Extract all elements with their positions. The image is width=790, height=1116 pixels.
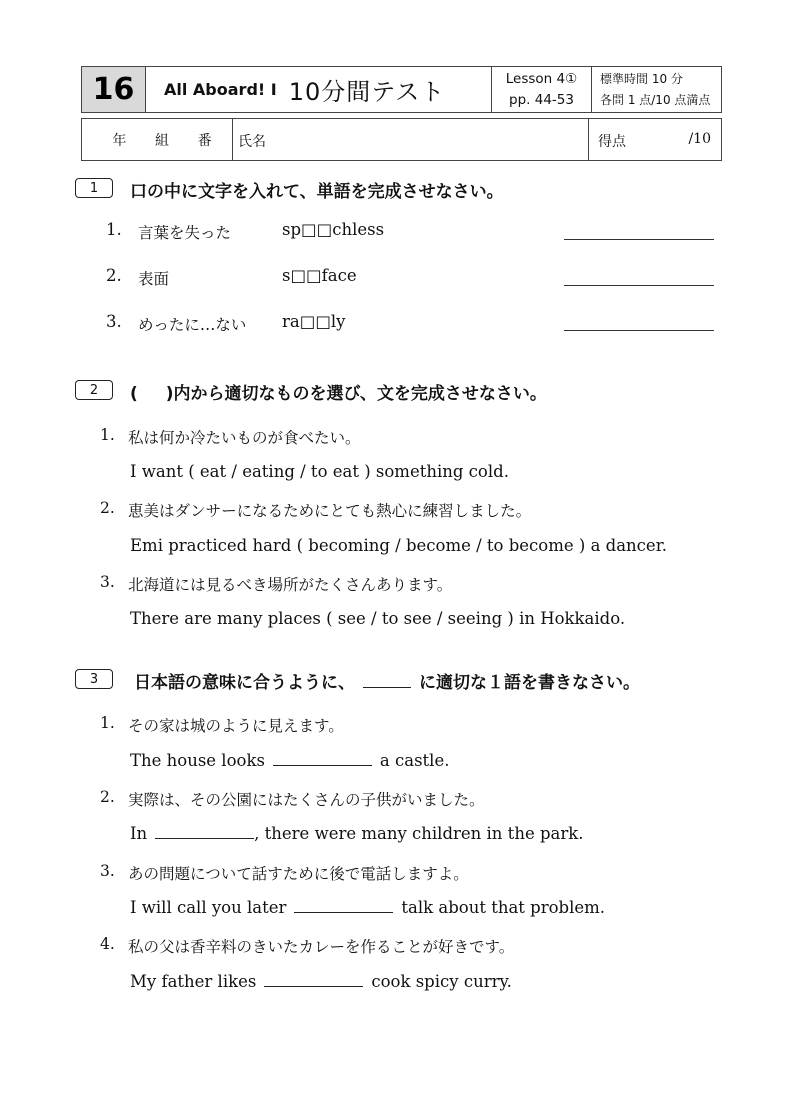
score-label: 得点: [598, 134, 626, 150]
section-3-badge: [75, 669, 113, 689]
s3-item-1-blank[interactable]: [273, 751, 372, 766]
s2-item-3-english: There are many places ( see / to see / seeing ) in Hokkaido.: [130, 609, 626, 628]
s3-item-2-blank[interactable]: [155, 824, 254, 839]
section-2-instruction-text: )内から適切なものを選び、文を完成させなさい。: [165, 384, 547, 404]
s3-item-3-japanese: あの問題について話すために後で電話しますよ。: [128, 865, 469, 883]
lesson-cell: [492, 67, 592, 112]
s2-item-3-japanese: 北海道には見るべき場所がたくさんあります。: [128, 576, 453, 594]
s3-item-2-japanese: 実際は、その公園にはたくさんの子供がいました。: [128, 791, 485, 809]
s1-item-1-japanese: 言葉を失った: [138, 224, 232, 242]
score-field[interactable]: [589, 119, 721, 160]
s2-item-1-japanese: 私は何か冷たいものが食べたい。: [128, 429, 361, 447]
s3-item-2-num: 2.: [100, 788, 115, 806]
s3-item-1-english-post: a castle.: [379, 751, 450, 770]
section-2-paren: (: [130, 384, 138, 404]
s2-item-1-english: I want ( eat / eating / to eat ) something cold.: [130, 462, 509, 481]
s2-item-2-num: 2.: [100, 499, 115, 517]
s3-item-3-blank[interactable]: [294, 898, 393, 913]
section-3-instruction-post: に適切な１語を書きなさい。: [419, 673, 640, 693]
s3-item-2-english: [130, 824, 583, 843]
scoring-info: 各問 1 点/10 点満点: [600, 92, 711, 107]
s2-item-3-num: 3.: [100, 573, 115, 591]
s1-item-2-puzzle: s□□face: [282, 266, 357, 285]
s3-item-4-english-post: cook spicy curry.: [371, 972, 512, 991]
info-cell: [592, 67, 721, 112]
section-3-instruction: [134, 668, 640, 693]
s1-item-2-japanese: 表面: [138, 270, 170, 288]
s3-item-2-english-post: , there were many children in the park.: [254, 824, 584, 843]
s3-item-1-english: [130, 751, 449, 770]
s2-item-2-japanese: 恵美はダンサーになるためにとても熱心に練習しました。: [128, 502, 532, 520]
class-label: 組: [154, 132, 169, 149]
lesson-label: Lesson 4①: [505, 70, 578, 87]
s3-item-3-num: 3.: [100, 862, 115, 880]
s1-item-3-japanese: めったに…ない: [138, 316, 247, 334]
s3-item-4-num: 4.: [100, 935, 115, 953]
section-3-number: 3: [89, 671, 99, 687]
s1-item-2-num: 2.: [106, 266, 122, 285]
s3-item-1-japanese: その家は城のように見えます。: [128, 717, 344, 735]
section-2-badge: [75, 380, 113, 400]
s1-item-3-puzzle: ra□□ly: [282, 312, 346, 331]
section-1-badge: [75, 178, 113, 198]
s2-item-1-num: 1.: [100, 426, 115, 444]
s3-item-1-num: 1.: [100, 714, 115, 732]
s1-item-1-answer-line[interactable]: [564, 239, 714, 240]
section-3-instruction-pre: 日本語の意味に合うように、: [134, 673, 355, 693]
section-2-instruction: [130, 379, 547, 404]
s3-item-4-blank[interactable]: [264, 972, 363, 987]
lesson-pages: pp. 44-53: [509, 91, 574, 108]
student-info-row: [81, 118, 722, 161]
score-max: /10: [688, 131, 711, 147]
s1-item-1-puzzle: sp□□chless: [282, 220, 385, 239]
standard-time: 標準時間 10 分: [600, 71, 683, 86]
s3-item-3-english-post: talk about that problem.: [401, 898, 606, 917]
s3-item-3-english: [130, 898, 605, 917]
number-label: 番: [197, 132, 212, 149]
s3-item-4-english: [130, 972, 512, 991]
test-header: [81, 66, 722, 113]
test-title: 10分間テスト: [288, 78, 446, 106]
section-1-instruction: 口の中に文字を入れて、単語を完成させなさい。: [130, 182, 504, 202]
class-cell[interactable]: [82, 119, 233, 160]
test-title-cell: [146, 67, 492, 112]
s1-item-3-num: 3.: [106, 312, 122, 331]
test-number: 16: [82, 67, 146, 112]
s3-item-2-english-pre: In: [130, 824, 148, 843]
s1-item-3-answer-line[interactable]: [564, 330, 714, 331]
textbook-name: All Aboard! Ⅰ: [164, 80, 277, 99]
section-3-blank-sample: [363, 673, 411, 688]
section-1-number: 1: [89, 180, 99, 196]
section-2-number: 2: [89, 382, 99, 398]
s2-item-2-english: Emi practiced hard ( becoming / become / to become ) a dancer.: [130, 536, 668, 555]
s3-item-4-english-pre: My father likes: [130, 972, 257, 991]
s1-item-2-answer-line[interactable]: [564, 285, 714, 286]
s1-item-1-num: 1.: [106, 220, 122, 239]
year-label: 年: [112, 132, 127, 149]
name-field[interactable]: [233, 119, 589, 160]
s3-item-3-english-pre: I will call you later: [130, 898, 287, 917]
s3-item-1-english-pre: The house looks: [130, 751, 265, 770]
name-label: 氏名: [238, 134, 266, 150]
s3-item-4-japanese: 私の父は香辛料のきいたカレーを作ることが好きです。: [128, 938, 515, 956]
